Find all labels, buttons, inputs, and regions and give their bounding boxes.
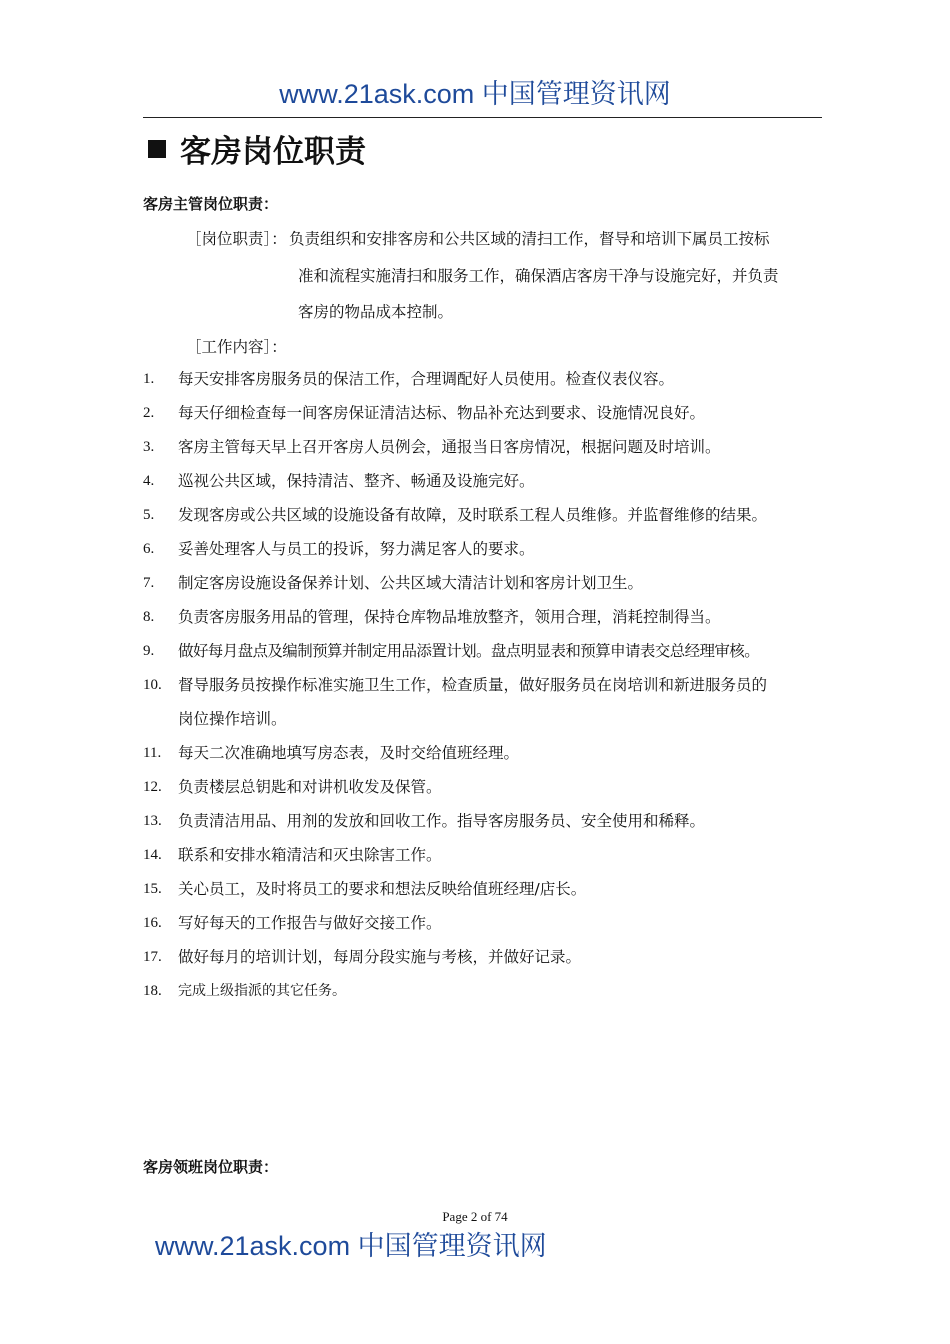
item-number: 8. [143, 609, 155, 625]
item-number: 1. [143, 371, 155, 387]
item-text: 督导服务员按操作标准实施卫生工作，检查质量，做好服务员在岗培训和新进服务员的 [178, 676, 768, 694]
item-number: 7. [143, 575, 155, 591]
square-bullet-icon [148, 140, 166, 158]
item-text: 做好每月的培训计划，每周分段实施与考核，并做好记录。 [178, 948, 582, 966]
item-number: 16. [143, 915, 162, 931]
page-number: Page 2 of 74 [442, 1209, 508, 1224]
work-content-list [143, 367, 843, 1013]
item-text: 妥善处理客人与员工的投诉，努力满足客人的要求。 [178, 540, 535, 558]
list-item [143, 979, 843, 1013]
item-text: 负责客房服务用品的管理，保持仓库物品堆放整齐，领用合理，消耗控制得当。 [178, 608, 721, 626]
item-text-continuation: 岗位操作培训。 [178, 710, 287, 728]
header-site-banner [0, 72, 950, 111]
list-item [143, 911, 843, 945]
item-text: 负责楼层总钥匙和对讲机收发及保管。 [178, 778, 442, 796]
section-title-text: 客房岗位职责 [180, 134, 366, 170]
item-number: 10. [143, 677, 162, 693]
duty-line-3: 客房的物品成本控制。 [298, 303, 454, 321]
item-text: 负责清洁用品、用剂的发放和回收工作。指导客房服务员、安全使用和稀释。 [178, 812, 706, 830]
item-text: 发现客房或公共区域的设施设备有故障，及时联系工程人员维修。并监督维修的结果。 [178, 506, 768, 524]
work-content-label: ［工作内容］： [186, 338, 287, 356]
header-divider [143, 117, 822, 118]
duty-line-2: 准和流程实施清扫和服务工作，确保酒店客房干净与设施完好，并负责 [298, 267, 779, 285]
item-text: 完成上级指派的其它任务。 [178, 983, 346, 999]
list-item [143, 673, 843, 741]
header-site-name: 中国管理资讯网 [481, 79, 671, 110]
list-item [143, 503, 843, 537]
list-item [143, 367, 843, 401]
team-leader-heading: 客房领班岗位职责： [143, 1158, 279, 1176]
item-number: 17. [143, 949, 162, 965]
item-text: 每天二次准确地填写房态表，及时交给值班经理。 [178, 744, 520, 762]
item-text: 关心员工，及时将员工的要求和想法反映给值班经理/店长。 [178, 880, 587, 898]
item-text: 每天仔细检查每一间客房保证清洁达标、物品补充达到要求、设施情况良好。 [178, 404, 706, 422]
item-number: 11. [143, 745, 162, 761]
item-number: 14. [143, 847, 162, 863]
item-number: 6. [143, 541, 155, 557]
supervisor-heading: 客房主管岗位职责： [143, 195, 279, 213]
item-number: 12. [143, 779, 162, 795]
list-item [143, 877, 843, 911]
item-text: 客房主管每天早上召开客房人员例会，通报当日客房情况，根据问题及时培训。 [178, 438, 721, 456]
item-number: 4. [143, 473, 155, 489]
item-text: 巡视公共区域，保持清洁、整齐、畅通及设施完好。 [178, 472, 535, 490]
footer-site-banner [155, 1224, 547, 1263]
list-item [143, 639, 843, 673]
footer-site-name: 中国管理资讯网 [357, 1231, 547, 1262]
list-item [143, 843, 843, 877]
list-item [143, 469, 843, 503]
section-title [148, 126, 366, 171]
item-text: 做好每月盘点及编制预算并制定用品添置计划。盘点明显表和预算申请表交总经理审核。 [178, 642, 760, 660]
list-item [143, 741, 843, 775]
list-item [143, 809, 843, 843]
item-number: 18. [143, 983, 162, 999]
list-item [143, 537, 843, 571]
footer-site-url: www.21ask.com [155, 1231, 351, 1261]
item-text: 写好每天的工作报告与做好交接工作。 [178, 914, 442, 932]
header-site-url: www.21ask.com [279, 79, 475, 109]
duty-label: ［岗位职责］： [186, 230, 287, 248]
item-text: 制定客房设施设备保养计划、公共区域大清洁计划和客房计划卫生。 [178, 574, 644, 592]
list-item [143, 401, 843, 435]
list-item [143, 571, 843, 605]
list-item [143, 435, 843, 469]
item-number: 2. [143, 405, 155, 421]
duty-line-1: 负责组织和安排客房和公共区域的清扫工作，督导和培训下属员工按标 [289, 230, 770, 248]
list-item [143, 775, 843, 809]
list-item [143, 605, 843, 639]
item-text: 每天安排客房服务员的保洁工作，合理调配好人员使用。检查仪表仪容。 [178, 370, 675, 388]
item-number: 3. [143, 439, 155, 455]
item-number: 9. [143, 643, 155, 659]
item-text: 联系和安排水箱清洁和灭虫除害工作。 [178, 846, 442, 864]
list-item [143, 945, 843, 979]
item-number: 5. [143, 507, 155, 523]
item-number: 13. [143, 813, 162, 829]
item-number: 15. [143, 881, 162, 897]
